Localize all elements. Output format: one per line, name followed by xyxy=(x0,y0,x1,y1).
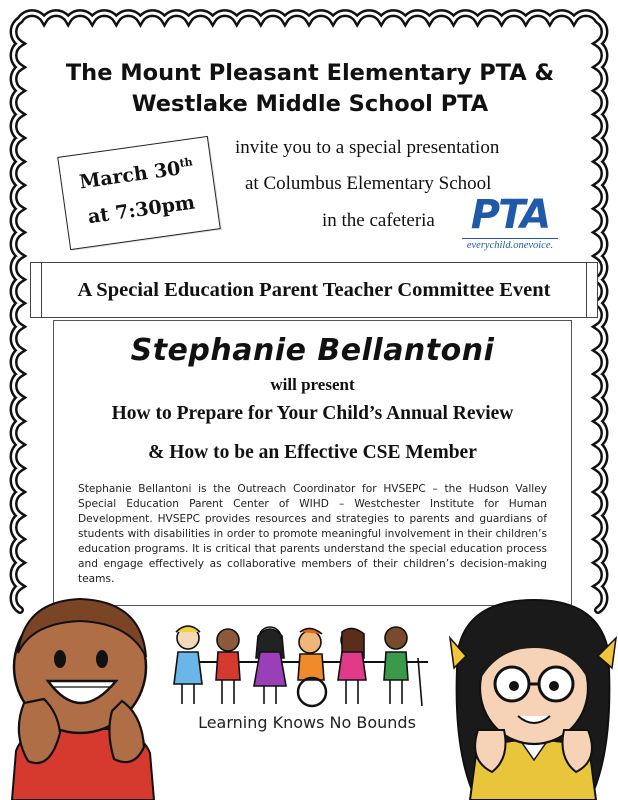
event-banner-label: A Special Education Parent Teacher Committee Event xyxy=(41,263,587,317)
pta-wordmark: PTA xyxy=(470,192,550,238)
children-holding-hands-clipart xyxy=(166,618,448,712)
girl-with-glasses-clipart xyxy=(448,590,618,800)
topic-line-1: How to Prepare for Your Child’s Annual Review xyxy=(111,403,514,424)
topic-line-2: & How to be an Effective CSE Member xyxy=(148,442,477,463)
invitation-line-1: invite you to a special presentation xyxy=(235,137,500,158)
event-time: at 7:30pm xyxy=(86,191,197,229)
will-present-text: will present xyxy=(270,375,355,394)
artwork-caption: Learning Knows No Bounds xyxy=(198,713,416,732)
invitation-line-3: in the cafeteria xyxy=(322,210,435,231)
event-date-text: March 30 xyxy=(77,157,182,194)
pta-tagline: everychild.onevoice. xyxy=(462,238,558,251)
title-line-1: The Mount Pleasant Elementary PTA & xyxy=(65,60,555,86)
title-line-2: Westlake Middle School PTA xyxy=(131,91,489,117)
speaker-name: Stephanie Bellantoni xyxy=(130,333,495,368)
invitation-line-2: at Columbus Elementary School xyxy=(245,173,492,194)
pta-logo xyxy=(462,192,562,256)
event-date xyxy=(61,153,213,196)
event-date-suffix: th xyxy=(178,155,194,170)
event-banner xyxy=(30,262,598,318)
page-title xyxy=(40,58,580,120)
presentation-box xyxy=(53,320,572,606)
boy-clipart xyxy=(2,583,172,800)
speaker-bio: Stephanie Bellantoni is the Outreach Coordinator for HVSEPC – the Hudson Valley Special Education Parent Center of WIHD – Westchester Institute for Human Development. HVSEPC provides resources and strategies to parents and guardians of students with disabilities in order to promote meaningful involvement in their children’s education programs. It is critical that parents understand the special education process and engage effectively as collaborative members of their children’s decision-making teams. xyxy=(78,483,547,585)
